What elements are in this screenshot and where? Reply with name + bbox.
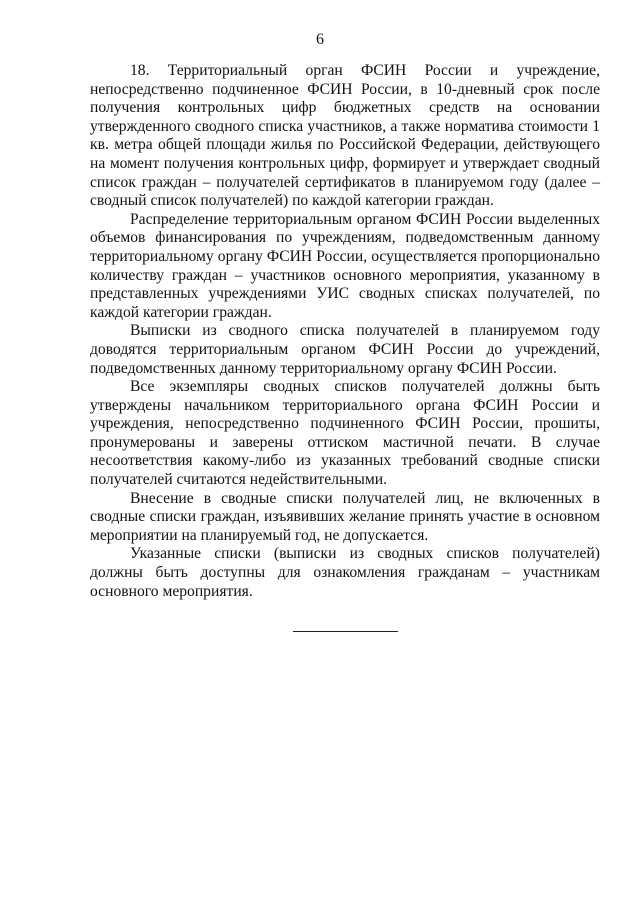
page-number: 6 [316, 31, 324, 48]
paragraph-inclusion: Внесение в сводные списки получателей лиц, не включенных в сводные списки граждан, изъявивших желание принять участие в основном мероприятии на планируемый год, не допускается. [90, 489, 600, 544]
paragraph-distribution: Распределение территориальным органом ФСИН России выделенных объемов финансирования по учреждениям, подведомственным данному территориальному органу ФСИН России, осуществляется пропорционально количеству граждан – участников основного мероприятия, указанному в представленных учреждениями УИС сводных списках получателей, по каждой категории граждан. [90, 210, 600, 321]
end-divider [293, 631, 398, 632]
paragraph-availability: Указанные списки (выписки из сводных списков получателей) должны быть доступны для ознакомления гражданам – участникам основного мероприятия. [90, 545, 600, 600]
document-body [90, 62, 600, 601]
paragraph-extracts: Выписки из сводного списка получателей в планируемом году доводятся территориальным органом ФСИН России до учреждений, подведомственных данному территориальному органу ФСИН России. [90, 322, 600, 377]
paragraph-copies: Все экземпляры сводных списков получателей должны быть утверждены начальником территориального органа ФСИН России и учреждения, непосредственно подчиненного ФСИН России, прошиты, пронумерованы и заверены оттиском мастичной печати. В случае несоответствия какому-либо из указанных требований сводные списки получателей считаются недействительными. [90, 378, 600, 489]
paragraph-18: 18. Территориальный орган ФСИН России и учреждение, непосредственно подчиненное ФСИН России, в 10-дневный срок после получения контрольных цифр бюджетных средств на основании утвержденного сводного списка участников, а также норматива стоимости 1 кв. метра общей площади жилья по Российской Федерации, действующего на момент получения контрольных цифр, формирует и утверждает сводный список граждан – получателей сертификатов в планируемом году (далее – сводный список получателей) по каждой категории граждан. [90, 62, 600, 210]
